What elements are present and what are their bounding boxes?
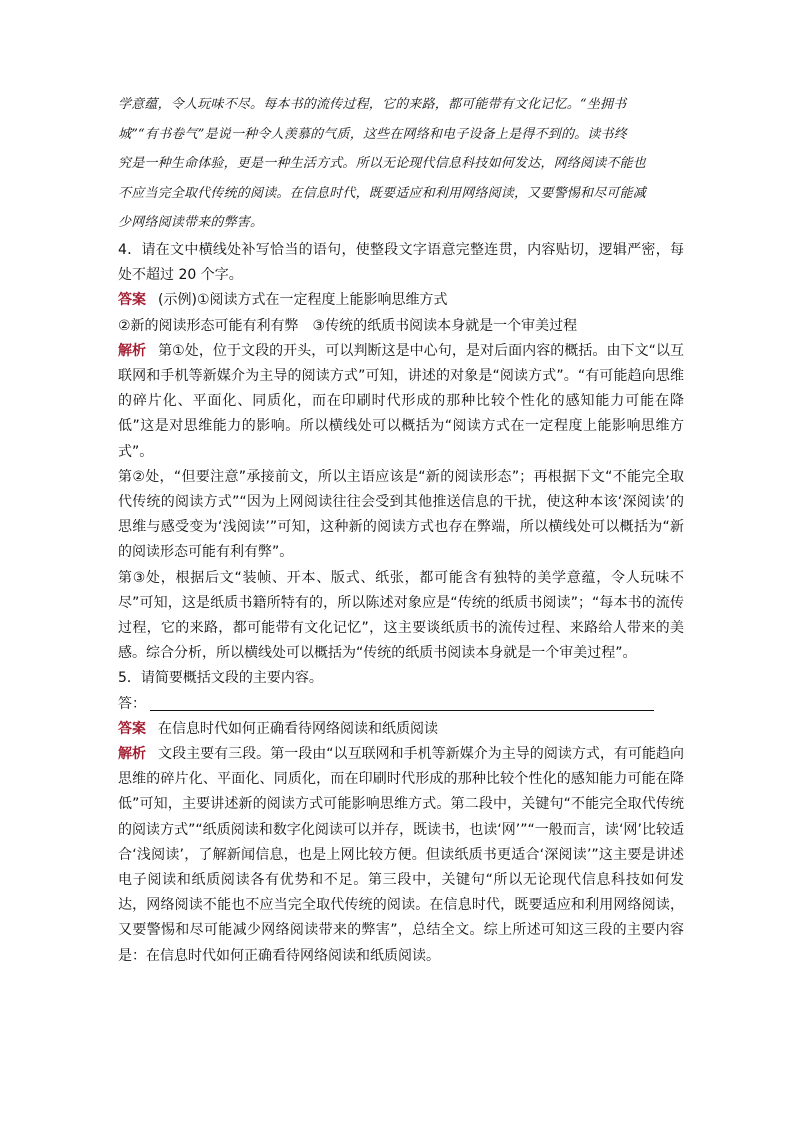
q4-answer-line-1	[118, 288, 684, 313]
analysis-tag: 解析	[118, 746, 147, 763]
question-4: 4．请在文中横线处补写恰当的语句，使整段文字语意完整连贯，内容贴切，逻辑严密，每处不超过 20 个字。	[118, 241, 684, 284]
passage-line: 学意蕴，令人玩味不尽。每本书的流传过程，它的来路，都可能带有文化记忆。“坐拥书	[118, 97, 627, 112]
answer-tag: 答案	[118, 720, 146, 737]
q4-analysis-3: 第③处，根据后文“装帧、开本、版式、纸张，都可能含有独特的美学意蕴，令人玩味不尽”可知，这是纸质书籍所特有的，所以陈述对象应是“传统的纸质书阅读”；“每本书的流传过程，它的来路，都可能带有文化记忆”，这主要谈纸质书的流传过程、来路给人带来的美感。综合分析，所以横线处可以概括为“传统的纸质书阅读本身就是一个审美过程”。	[118, 569, 684, 662]
q4-analysis-1	[118, 339, 684, 465]
passage-excerpt	[118, 90, 684, 238]
analysis-tag: 解析	[118, 342, 147, 359]
q4-analysis-2: 第②处，“但要注意”承接前文，所以主语应该是“新的阅读形态”；再根据下文“不能完全取代传统的阅读方式”“因为上网阅读往往会受到其他推送信息的干扰，使这种本该‘深阅读’的思维与感受变为‘浅阅读’”可知，这种新的阅读方式也存在弊端，所以横线处可以概括为“新的阅读形态可能有利有弊”。	[118, 468, 684, 561]
analysis-text: 第①处，位于文段的开头，可以判断这是中心句，是对后面内容的概括。由下文“以互联网和手机等新媒介为主导的阅读方式”可知，讲述的对象是“阅读方式”。“有可能趋向思维的碎片化、平面化、同质化，而在印刷时代形成的那种比较个性化的感知能力可能在降低”这是对思维能力的影响。所以横线处可以概括为“阅读方式在一定程度上能影响思维方式”。	[118, 342, 685, 460]
document-body	[118, 90, 684, 969]
analysis-text: 文段主要有三段。第一段由“以互联网和手机等新媒介为主导的阅读方式，有可能趋向思维的碎片化、平面化、同质化，而在印刷时代形成的那种比较个性化的感知能力可能在降低”可知，主要讲述新的阅读方式可能影响思维方式。第二段中，关键句“不能完全取代传统的阅读方式”“纸质阅读和数字化阅读可以并存，既读书，也读‘网’”“一般而言，读‘网’比较适合‘浅阅读’，了解新闻信息，也是上网比较方便。但读纸质书更适合‘深阅读’”这主要是讲述电子阅读和纸质阅读各有优势和不足。第三段中，关键句“所以无论现代信息科技如何发达，网络阅读不能也不应当完全取代传统的阅读。在信息时代，既要适应和利用网络阅读，又要警惕和尽可能减少网络阅读带来的弊害”，总结全文。综上所述可知这三段的主要内容是：在信息时代如何正确看待网络阅读和纸质阅读。	[118, 746, 684, 964]
answer-text: 在信息时代如何正确看待网络阅读和纸质阅读	[158, 720, 438, 737]
passage-line: 究是一种生命体验，更是一种生活方式。所以无论现代信息科技如何发达，网络阅读不能也	[118, 156, 647, 172]
answer-label: 答：	[118, 695, 146, 712]
passage-line: 不应当完全取代传统的阅读。在信息时代，既要适应和利用网络阅读，又要警惕和尽可能减	[118, 185, 647, 201]
q4-answer-line-2: ②新的阅读形态可能有利有弊 ③传统的纸质书阅读本身就是一个审美过程	[118, 317, 578, 334]
passage-line: 城”“有书卷气”是说一种令人羡慕的气质，这些在网络和电子设备上是得不到的。读书终	[118, 126, 627, 142]
passage-line: 少网络阅读带来的弊害。	[118, 215, 264, 231]
answer-blank-line[interactable]	[150, 694, 654, 711]
q5-answer-blank-row	[118, 692, 684, 717]
answer-tag: 答案	[118, 292, 146, 309]
q5-answer	[118, 717, 684, 742]
answer-prefix: (示例)	[158, 292, 197, 309]
question-5: 5．请简要概括文段的主要内容。	[118, 670, 323, 687]
q5-analysis	[118, 742, 684, 969]
answer-text: ①阅读方式在一定程度上能影响思维方式	[196, 292, 448, 309]
